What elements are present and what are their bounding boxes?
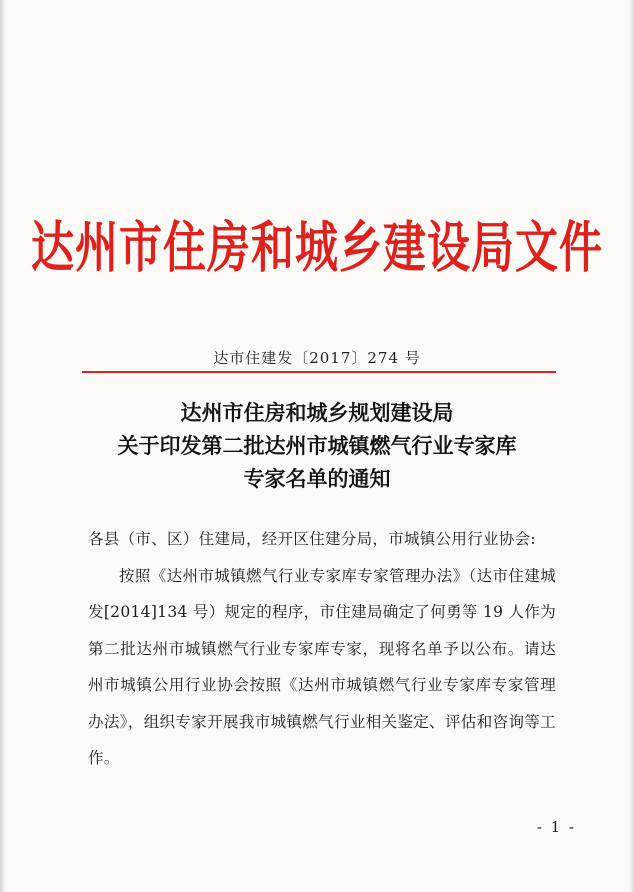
red-divider-line bbox=[82, 371, 556, 373]
title-line-2: 关于印发第二批达州市城镇燃气行业专家库 bbox=[117, 433, 517, 458]
document-number: 达市住建发〔2017〕274 号 bbox=[213, 349, 421, 367]
notice-body bbox=[88, 521, 556, 777]
page-number: - 1 - bbox=[536, 818, 576, 836]
body-paragraph: 按照《达州市城镇燃气行业专家库专家管理办法》（达市住建城发[2014]134 号）规定的程序，市住建局确定了何勇等 19 人作为第二批达州市城镇燃气行业专家库专家，现将名单予以公布。请达州市城镇公用行业协会按照《达州市城镇燃气行业专家库专家管理办法》，组织专家开展我市城镇燃气行业相关鉴定、评估和咨询等工作。 bbox=[88, 566, 556, 767]
title-line-1: 达州市住房和城乡规划建设局 bbox=[180, 400, 454, 425]
notice-title bbox=[0, 396, 634, 495]
salutation: 各县（市、区）住建局，经开区住建分局，市城镇公用行业协会: bbox=[88, 530, 536, 548]
title-line-3: 专家名单的通知 bbox=[243, 466, 391, 491]
masthead-title: 达州市住房和城乡建设局文件 bbox=[31, 216, 603, 281]
